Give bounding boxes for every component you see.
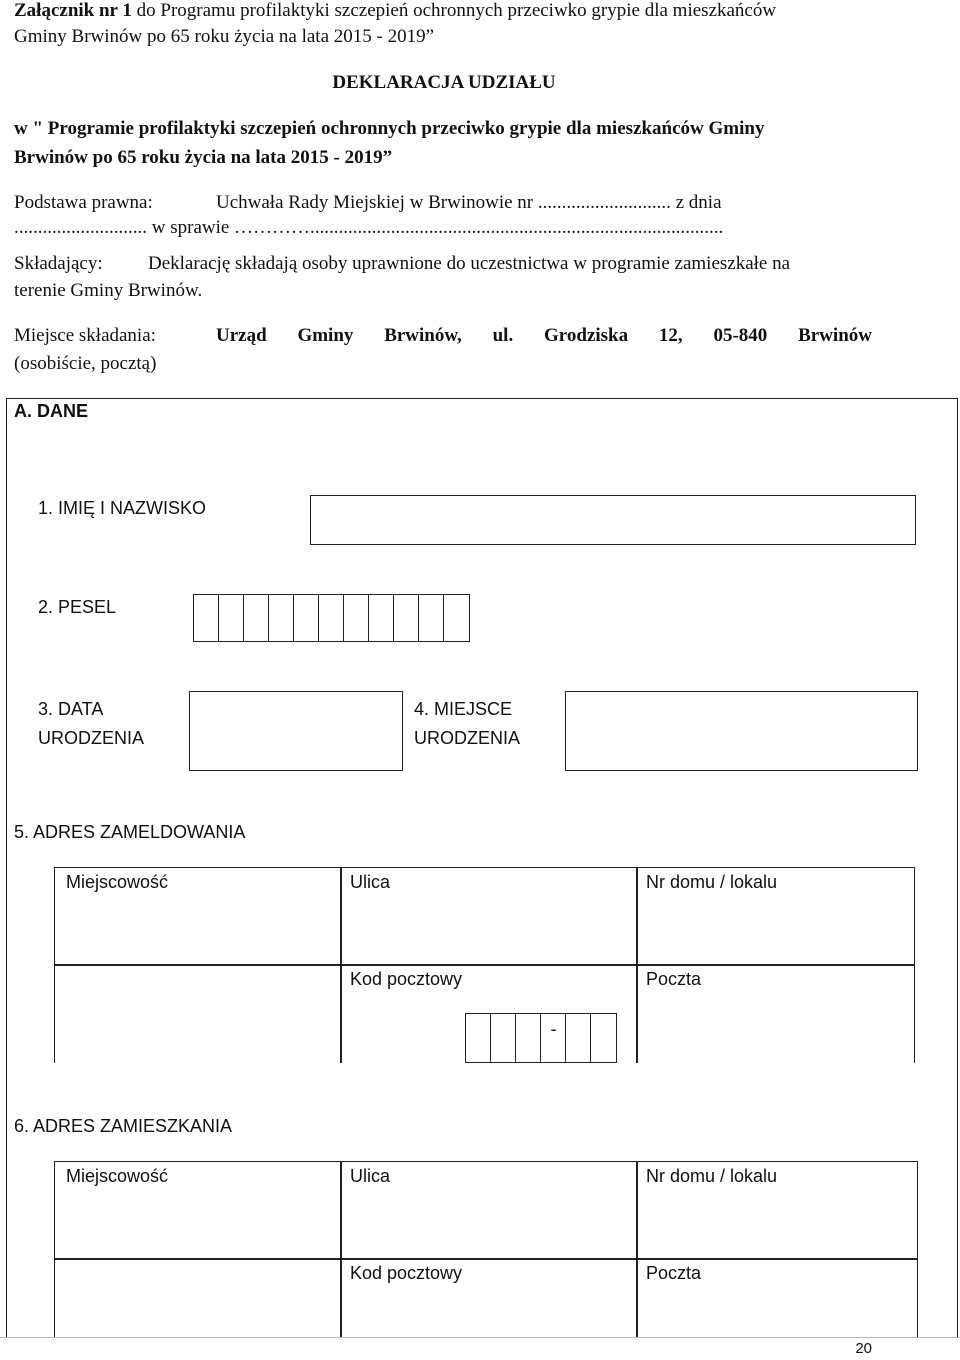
residence-city-input[interactable] xyxy=(56,1194,338,1256)
pesel-digit-cell xyxy=(293,594,320,642)
legal-basis-value-line2: ............................ w sprawie …………....................................................................................... xyxy=(14,217,724,238)
birthdate-input[interactable] xyxy=(189,691,403,771)
attachment-number: Załącznik nr 1 xyxy=(14,0,132,21)
program-title-line2: Brwinów po 65 roku życia na lata 2015 - 2019” xyxy=(14,147,393,168)
attachment-text: do Programu profilaktyki szczepień ochronnych przeciwko grypie dla mieszkańców xyxy=(131,0,777,21)
applicant-label: Składający: xyxy=(14,253,103,274)
submission-place-label: Miejsce składania: xyxy=(14,325,156,346)
postal-dash: - xyxy=(540,1013,567,1063)
birthplace-label-line1: 4. MIEJSCE xyxy=(414,699,513,719)
name-label: 1. IMIĘ I NAZWISKO xyxy=(38,498,207,518)
registered-street-label: Ulica xyxy=(350,872,391,892)
residence-street-input[interactable] xyxy=(342,1194,634,1256)
applicant-value-line2: terenie Gminy Brwinów. xyxy=(14,280,203,301)
program-title-line1: w " Programie profilaktyki szczepień ochronnych przeciwko grypie dla mieszkańców Gminy xyxy=(14,118,765,139)
birthdate-label-line1: 3. DATA xyxy=(38,699,104,719)
pesel-digit-cell xyxy=(218,594,245,642)
place-word: Brwinów xyxy=(798,325,872,346)
section-a-heading: A. DANE xyxy=(14,401,89,421)
registered-house-input[interactable] xyxy=(638,900,913,962)
postal-digit-cell xyxy=(590,1013,617,1063)
pesel-digit-cell xyxy=(418,594,445,642)
registered-city-input[interactable] xyxy=(56,900,338,962)
registered-postal-input[interactable] xyxy=(465,1013,627,1063)
residence-city-label: Miejscowość xyxy=(66,1166,169,1186)
pesel-digit-cell xyxy=(268,594,295,642)
birthplace-input[interactable] xyxy=(565,691,918,771)
place-word: Grodziska xyxy=(544,325,629,346)
place-word: 05-840 xyxy=(713,325,768,346)
name-input[interactable] xyxy=(310,495,916,545)
registered-house-label: Nr domu / lokalu xyxy=(646,872,778,892)
page-number: 20 xyxy=(855,1340,872,1357)
birthdate-label xyxy=(38,695,144,753)
birthplace-label-line2: URODZENIA xyxy=(414,728,521,748)
attachment-note-line2: Gminy Brwinów po 65 roku życia na lata 2015 - 2019” xyxy=(14,26,435,47)
pesel-digit-cell xyxy=(193,594,220,642)
table-divider xyxy=(54,964,915,966)
applicant-value: Deklarację składają osoby uprawnione do uczestnictwa w programie zamieszkałe na xyxy=(148,253,791,274)
pesel-label: 2. PESEL xyxy=(38,597,117,617)
registered-street-input[interactable] xyxy=(342,900,634,962)
pesel-digit-cell xyxy=(343,594,370,642)
attachment-note xyxy=(14,0,776,22)
birthdate-label-line2: URODZENIA xyxy=(38,728,145,748)
residence-address-heading: 6. ADRES ZAMIESZKANIA xyxy=(14,1116,233,1136)
place-word: Urząd xyxy=(216,325,267,346)
postal-digit-cell xyxy=(565,1013,592,1063)
pesel-digit-cell xyxy=(318,594,345,642)
submission-place-note: (osobiście, pocztą) xyxy=(14,353,157,374)
residence-house-input[interactable] xyxy=(638,1194,916,1256)
residence-postal-label: Kod pocztowy xyxy=(350,1263,463,1283)
birthplace-label xyxy=(414,695,520,753)
residence-house-label: Nr domu / lokalu xyxy=(646,1166,778,1186)
place-word: Gminy xyxy=(297,325,354,346)
pesel-input[interactable] xyxy=(193,594,490,642)
submission-place-value xyxy=(216,325,872,347)
legal-basis-label: Podstawa prawna: xyxy=(14,192,153,213)
postal-digit-cell xyxy=(465,1013,492,1063)
table-divider xyxy=(54,1258,918,1260)
registered-city-label: Miejscowość xyxy=(66,872,169,892)
registered-address-heading: 5. ADRES ZAMELDOWANIA xyxy=(14,822,246,842)
place-word: ul. xyxy=(492,325,514,346)
legal-basis-value: Uchwała Rady Miejskiej w Brwinowie nr ............................ z dnia xyxy=(216,192,722,213)
pesel-digit-cell xyxy=(443,594,470,642)
registered-post-office-input[interactable] xyxy=(638,1000,913,1060)
pesel-digit-cell xyxy=(368,594,395,642)
postal-digit-cell xyxy=(515,1013,542,1063)
pesel-digit-cell xyxy=(393,594,420,642)
residence-street-label: Ulica xyxy=(350,1166,391,1186)
page-title: DEKLARACJA UDZIAŁU xyxy=(332,72,556,93)
registered-post-office-label: Poczta xyxy=(646,969,702,989)
place-word: Brwinów, xyxy=(384,325,462,346)
place-word: 12, xyxy=(658,325,683,346)
residence-post-office-label: Poczta xyxy=(646,1263,702,1283)
registered-postal-label: Kod pocztowy xyxy=(350,969,463,989)
postal-digit-cell xyxy=(490,1013,517,1063)
page-footer-line xyxy=(0,1337,960,1338)
pesel-digit-cell xyxy=(243,594,270,642)
